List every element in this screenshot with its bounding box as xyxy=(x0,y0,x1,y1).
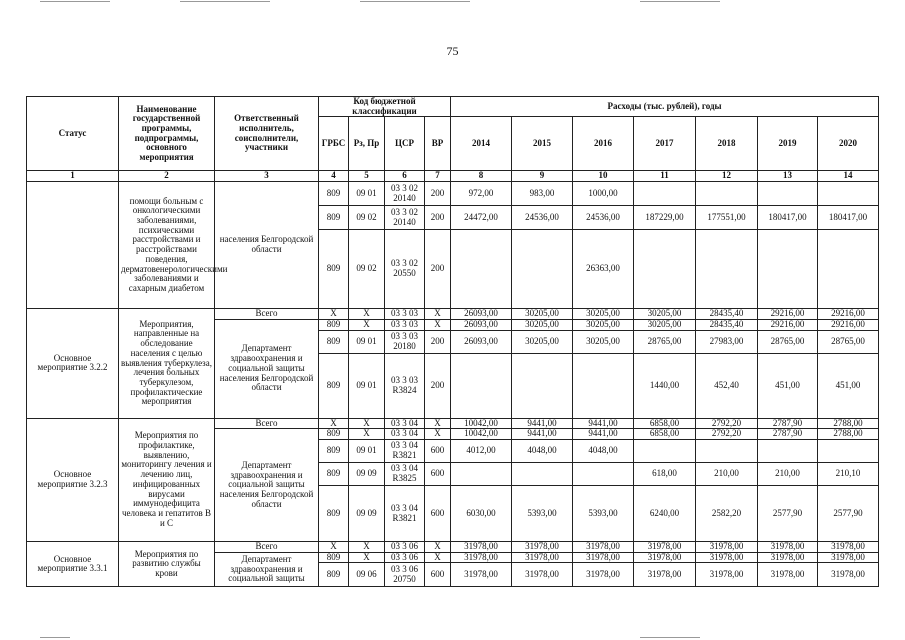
grbs-cell: 809 xyxy=(319,552,349,563)
amount-cell: 31978,00 xyxy=(451,542,512,553)
column-number: 7 xyxy=(425,171,451,182)
csr-cell: 03 3 06 xyxy=(385,552,425,563)
header-year: 2018 xyxy=(696,117,758,171)
grbs-cell: 809 xyxy=(319,463,349,486)
status-cell: Основное мероприятие 3.3.1 xyxy=(27,542,119,587)
vr-cell: 200 xyxy=(425,353,451,418)
amount-cell: 983,00 xyxy=(512,182,573,206)
amount-cell xyxy=(634,440,696,463)
grbs-cell: 809 xyxy=(319,182,349,206)
amount-cell: 26093,00 xyxy=(451,309,512,320)
activity-name: помощи больным с онкологическими заболеваниями, психическими расстройствами и расстройствами поведения, дерматовенерологическими заболеваниями и сахарным диабетом xyxy=(119,182,215,309)
column-number: 11 xyxy=(634,171,696,182)
rzpr-cell: X xyxy=(349,319,385,330)
amount-cell: 31978,00 xyxy=(758,563,818,587)
vr-cell: X xyxy=(425,309,451,320)
amount-cell: 6858,00 xyxy=(634,418,696,429)
amount-cell: 9441,00 xyxy=(512,418,573,429)
amount-cell: 4048,00 xyxy=(512,440,573,463)
header-vr: ВР xyxy=(425,117,451,171)
amount-cell: 29216,00 xyxy=(818,309,879,320)
executor-cell: Департамент здравоохранения и социальной защиты населения Белгородской области xyxy=(215,319,319,418)
amount-cell xyxy=(512,463,573,486)
rzpr-cell: 09 01 xyxy=(349,182,385,206)
column-number: 13 xyxy=(758,171,818,182)
amount-cell: 31978,00 xyxy=(512,542,573,553)
amount-cell: 31978,00 xyxy=(573,563,634,587)
column-number: 6 xyxy=(385,171,425,182)
column-number: 14 xyxy=(818,171,879,182)
amount-cell: 31978,00 xyxy=(634,552,696,563)
amount-cell: 31978,00 xyxy=(818,552,879,563)
column-numbers-row xyxy=(27,171,879,182)
amount-cell: 31978,00 xyxy=(512,563,573,587)
amount-cell: 30205,00 xyxy=(634,319,696,330)
status-cell: Основное мероприятие 3.2.3 xyxy=(27,418,119,541)
page-number: 75 xyxy=(446,44,459,58)
amount-cell: 31978,00 xyxy=(573,542,634,553)
header-year: 2019 xyxy=(758,117,818,171)
amount-cell: 26093,00 xyxy=(451,330,512,353)
rzpr-cell: X xyxy=(349,552,385,563)
amount-cell: 31978,00 xyxy=(758,542,818,553)
grbs-cell: 809 xyxy=(319,319,349,330)
activity-name: Мероприятия по развитию службы крови xyxy=(119,542,215,587)
amount-cell: 28765,00 xyxy=(758,330,818,353)
amount-cell: 6240,00 xyxy=(634,486,696,542)
amount-cell: 24536,00 xyxy=(512,206,573,230)
amount-cell: 30205,00 xyxy=(573,319,634,330)
amount-cell: 9441,00 xyxy=(573,418,634,429)
vr-cell: 600 xyxy=(425,563,451,587)
amount-cell: 31978,00 xyxy=(634,542,696,553)
vr-cell: X xyxy=(425,429,451,440)
csr-cell: 03 3 04 xyxy=(385,418,425,429)
amount-cell: 30205,00 xyxy=(512,319,573,330)
amount-cell: 6030,00 xyxy=(451,486,512,542)
header-rzpr: Рз, Пр xyxy=(349,117,385,171)
amount-cell: 10042,00 xyxy=(451,418,512,429)
vr-cell: 200 xyxy=(425,230,451,309)
csr-cell: 03 3 02 20140 xyxy=(385,182,425,206)
amount-cell xyxy=(818,230,879,309)
amount-cell: 1440,00 xyxy=(634,353,696,418)
amount-cell xyxy=(634,230,696,309)
column-number: 1 xyxy=(27,171,119,182)
executor-cell: населения Белгородской области xyxy=(215,182,319,309)
total-row xyxy=(27,418,879,429)
status-cell xyxy=(27,182,119,309)
amount-cell: 180417,00 xyxy=(818,206,879,230)
rzpr-cell: X xyxy=(349,418,385,429)
header-year: 2015 xyxy=(512,117,573,171)
amount-cell: 9441,00 xyxy=(512,429,573,440)
vr-cell: X xyxy=(425,542,451,553)
header-year: 2017 xyxy=(634,117,696,171)
amount-cell: 4012,00 xyxy=(451,440,512,463)
header-name: Наименование государственной программы, подпрограммы, основного мероприятия xyxy=(119,97,215,171)
vr-cell: X xyxy=(425,418,451,429)
column-number: 8 xyxy=(451,171,512,182)
amount-cell: 30205,00 xyxy=(634,309,696,320)
amount-cell: 210,10 xyxy=(818,463,879,486)
status-cell: Основное мероприятие 3.2.2 xyxy=(27,309,119,418)
amount-cell: 2577,90 xyxy=(758,486,818,542)
amount-cell xyxy=(758,440,818,463)
column-number: 2 xyxy=(119,171,215,182)
vr-cell: 200 xyxy=(425,206,451,230)
amount-cell: 177551,00 xyxy=(696,206,758,230)
amount-cell: 210,00 xyxy=(758,463,818,486)
amount-cell: 6858,00 xyxy=(634,429,696,440)
column-number: 12 xyxy=(696,171,758,182)
csr-cell: 03 3 04 R3821 xyxy=(385,440,425,463)
amount-cell: 4048,00 xyxy=(573,440,634,463)
header-csr: ЦСР xyxy=(385,117,425,171)
rzpr-cell: 09 09 xyxy=(349,463,385,486)
amount-cell: 29216,00 xyxy=(758,309,818,320)
activity-name: Мероприятия по профилактике, выявлению, мониторингу лечения и лечению лиц, инфицированных вирусами иммунодефицита человека и гепатитов В и С xyxy=(119,418,215,541)
table-row xyxy=(27,182,879,206)
rzpr-cell: 09 02 xyxy=(349,206,385,230)
amount-cell: 2788,00 xyxy=(818,418,879,429)
amount-cell xyxy=(512,230,573,309)
amount-cell: 31978,00 xyxy=(758,552,818,563)
header-budget-code: Код бюджетной классификации xyxy=(319,97,451,117)
amount-cell: 30205,00 xyxy=(573,330,634,353)
total-label: Всего xyxy=(215,309,319,320)
amount-cell: 26363,00 xyxy=(573,230,634,309)
csr-cell: 03 3 04 R3825 xyxy=(385,463,425,486)
csr-cell: 03 3 03 xyxy=(385,309,425,320)
grbs-cell: 809 xyxy=(319,440,349,463)
amount-cell: 2787,90 xyxy=(758,418,818,429)
grbs-cell: 809 xyxy=(319,486,349,542)
amount-cell: 28435,40 xyxy=(696,309,758,320)
total-row xyxy=(27,542,879,553)
csr-cell: 03 3 03 20180 xyxy=(385,330,425,353)
rzpr-cell: X xyxy=(349,429,385,440)
amount-cell: 29216,00 xyxy=(818,319,879,330)
grbs-cell: 809 xyxy=(319,206,349,230)
rzpr-cell: 09 06 xyxy=(349,563,385,587)
amount-cell: 2792,20 xyxy=(696,429,758,440)
csr-cell: 03 3 06 xyxy=(385,542,425,553)
column-number: 5 xyxy=(349,171,385,182)
header-grbs: ГРБС xyxy=(319,117,349,171)
header-executor: Ответственный исполнитель, соисполнители, участники xyxy=(215,97,319,171)
amount-cell xyxy=(634,182,696,206)
csr-cell: 03 3 03 R3824 xyxy=(385,353,425,418)
amount-cell: 31978,00 xyxy=(818,563,879,587)
column-number: 9 xyxy=(512,171,573,182)
rzpr-cell: 09 01 xyxy=(349,353,385,418)
amount-cell: 618,00 xyxy=(634,463,696,486)
vr-cell: 200 xyxy=(425,330,451,353)
amount-cell xyxy=(696,440,758,463)
amount-cell xyxy=(696,182,758,206)
amount-cell xyxy=(758,182,818,206)
amount-cell: 26093,00 xyxy=(451,319,512,330)
amount-cell: 5393,00 xyxy=(573,486,634,542)
rzpr-cell: 09 01 xyxy=(349,330,385,353)
budget-table xyxy=(26,96,879,587)
amount-cell: 30205,00 xyxy=(512,330,573,353)
amount-cell: 28765,00 xyxy=(818,330,879,353)
amount-cell: 2577,90 xyxy=(818,486,879,542)
grbs-cell: 809 xyxy=(319,353,349,418)
amount-cell: 31978,00 xyxy=(634,563,696,587)
amount-cell: 31978,00 xyxy=(818,542,879,553)
csr-cell: 03 3 02 20140 xyxy=(385,206,425,230)
amount-cell xyxy=(758,230,818,309)
vr-cell: 600 xyxy=(425,463,451,486)
total-label: Всего xyxy=(215,418,319,429)
vr-cell: X xyxy=(425,319,451,330)
amount-cell: 29216,00 xyxy=(758,319,818,330)
amount-cell: 24536,00 xyxy=(573,206,634,230)
amount-cell xyxy=(451,353,512,418)
amount-cell: 28435,40 xyxy=(696,319,758,330)
amount-cell: 31978,00 xyxy=(696,552,758,563)
csr-cell: 03 3 02 20550 xyxy=(385,230,425,309)
amount-cell: 9441,00 xyxy=(573,429,634,440)
column-number: 4 xyxy=(319,171,349,182)
amount-cell: 31978,00 xyxy=(696,563,758,587)
rzpr-cell: X xyxy=(349,542,385,553)
amount-cell: 24472,00 xyxy=(451,206,512,230)
amount-cell: 10042,00 xyxy=(451,429,512,440)
csr-cell: 03 3 03 xyxy=(385,319,425,330)
amount-cell: 30205,00 xyxy=(512,309,573,320)
rzpr-cell: 09 02 xyxy=(349,230,385,309)
column-number: 3 xyxy=(215,171,319,182)
grbs-cell: X xyxy=(319,418,349,429)
amount-cell: 180417,00 xyxy=(758,206,818,230)
executor-cell: Департамент здравоохранения и социальной защиты населения Белгородской области xyxy=(215,429,319,542)
amount-cell xyxy=(696,230,758,309)
vr-cell: 200 xyxy=(425,182,451,206)
amount-cell: 2792,20 xyxy=(696,418,758,429)
header-status: Статус xyxy=(27,97,119,171)
amount-cell: 1000,00 xyxy=(573,182,634,206)
header-year: 2020 xyxy=(818,117,879,171)
header-year: 2016 xyxy=(573,117,634,171)
amount-cell: 27983,00 xyxy=(696,330,758,353)
amount-cell xyxy=(451,463,512,486)
grbs-cell: 809 xyxy=(319,563,349,587)
grbs-cell: X xyxy=(319,542,349,553)
total-row xyxy=(27,309,879,320)
executor-cell: Департамент здравоохранения и социальной защиты xyxy=(215,552,319,587)
amount-cell: 31978,00 xyxy=(573,552,634,563)
amount-cell xyxy=(451,230,512,309)
header-year: 2014 xyxy=(451,117,512,171)
amount-cell: 187229,00 xyxy=(634,206,696,230)
grbs-cell: 809 xyxy=(319,429,349,440)
grbs-cell: 809 xyxy=(319,230,349,309)
amount-cell: 451,00 xyxy=(758,353,818,418)
amount-cell: 31978,00 xyxy=(451,552,512,563)
amount-cell xyxy=(573,463,634,486)
amount-cell xyxy=(512,353,573,418)
amount-cell: 28765,00 xyxy=(634,330,696,353)
total-label: Всего xyxy=(215,542,319,553)
amount-cell: 452,40 xyxy=(696,353,758,418)
rzpr-cell: 09 01 xyxy=(349,440,385,463)
amount-cell: 2582,20 xyxy=(696,486,758,542)
amount-cell: 31978,00 xyxy=(512,552,573,563)
amount-cell: 5393,00 xyxy=(512,486,573,542)
amount-cell xyxy=(818,182,879,206)
csr-cell: 03 3 04 R3821 xyxy=(385,486,425,542)
csr-cell: 03 3 04 xyxy=(385,429,425,440)
amount-cell: 2787,90 xyxy=(758,429,818,440)
csr-cell: 03 3 06 20750 xyxy=(385,563,425,587)
vr-cell: 600 xyxy=(425,440,451,463)
amount-cell: 31978,00 xyxy=(696,542,758,553)
column-number: 10 xyxy=(573,171,634,182)
vr-cell: X xyxy=(425,552,451,563)
amount-cell: 451,00 xyxy=(818,353,879,418)
header-expenses: Расходы (тыс. рублей), годы xyxy=(451,97,879,117)
rzpr-cell: X xyxy=(349,309,385,320)
vr-cell: 600 xyxy=(425,486,451,542)
grbs-cell: X xyxy=(319,309,349,320)
amount-cell: 210,00 xyxy=(696,463,758,486)
amount-cell: 2788,00 xyxy=(818,429,879,440)
amount-cell: 30205,00 xyxy=(573,309,634,320)
amount-cell: 972,00 xyxy=(451,182,512,206)
rzpr-cell: 09 09 xyxy=(349,486,385,542)
amount-cell xyxy=(573,353,634,418)
amount-cell xyxy=(818,440,879,463)
amount-cell: 31978,00 xyxy=(451,563,512,587)
activity-name: Мероприятия, направленные на обследование населения с целью выявления туберкулеза, лечения больных туберкулезом, профилактические мероприятия xyxy=(119,309,215,418)
grbs-cell: 809 xyxy=(319,330,349,353)
